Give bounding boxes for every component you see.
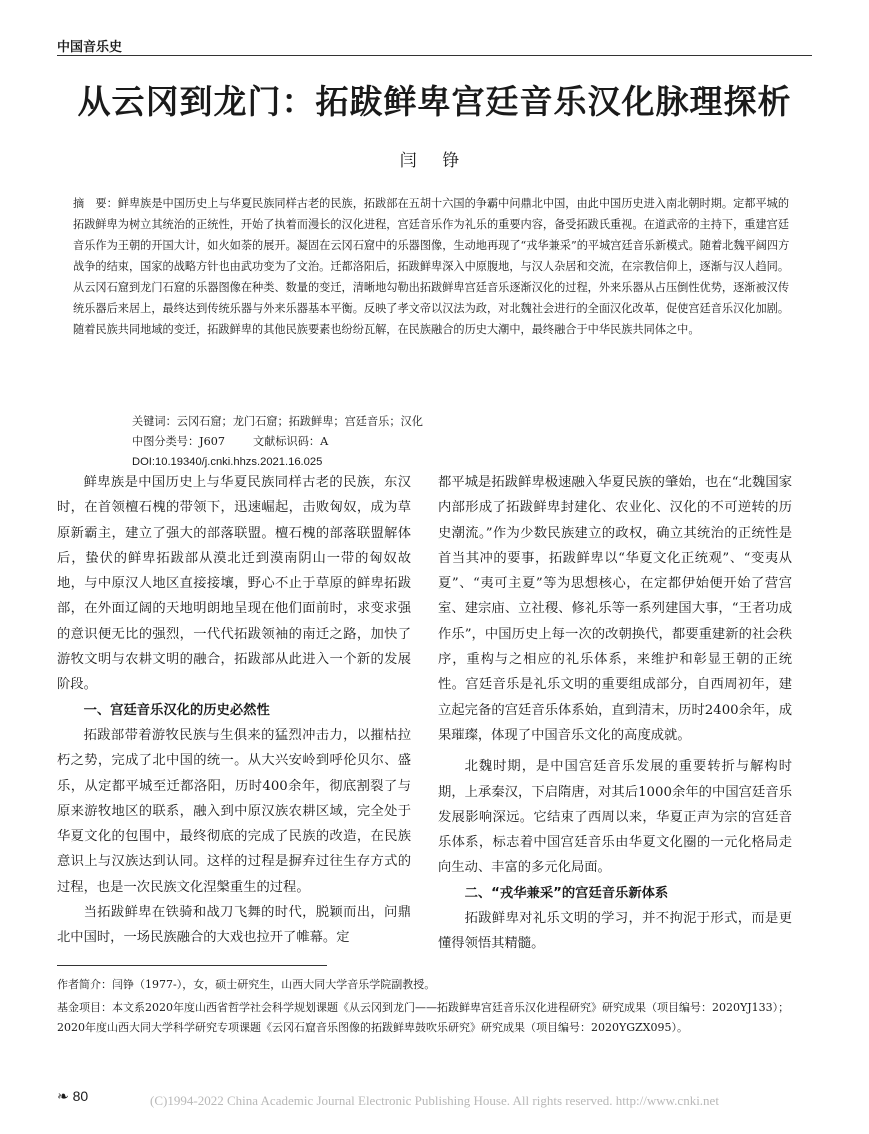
body-paragraph: 拓跋鲜卑对礼乐文明的学习，并不拘泥于形式，而是更懂得领悟其精髓。 — [438, 911, 792, 952]
classification-line — [132, 432, 328, 452]
body-column-left — [57, 470, 411, 951]
section-heading: 一、宫廷音乐汉化的历史必然性 — [83, 702, 270, 718]
keywords: 关键词：云冈石窟；龙门石窟；拓跋鲜卑；宫廷音乐；汉化 — [132, 415, 423, 428]
body-paragraph: 鲜卑族是中国历史上与华夏民族同样古老的民族，东汉时，在首领檀石槐的带领下，迅速崛起，击败匈奴，成为草原新霸主，建立了强大的部落联盟。檀石槐的部落联盟解体后，蛰伏的鲜卑拓跋部从漠北迁到漠南阴山一带的匈奴故地，与中原汉人地区直接接壤，野心不止于草原的鲜卑拓跋部，在外面辽阔的天地明朗地呈现在他们面前时，求变求强的意识便无比的强烈，一代代拓跋领袖的南迁之路，加快了游牧文明与农耕文明的融合，拓跋部从此进入一个新的发展阶段。 — [57, 475, 411, 693]
article-title: 从云冈到龙门：拓跋鲜卑宫廷音乐汉化脉理探析 — [77, 82, 792, 121]
body-column-right — [438, 470, 792, 957]
author-bio-footnote: 作者简介：闫铮（1977-），女，硕士研究生，山西大同大学音乐学院副教授。 — [57, 978, 436, 991]
doi: DOI:10.19340/j.cnki.hhzs.2021.16.025 — [132, 456, 323, 468]
section-heading: 二、“戎华兼采”的宫廷音乐新体系 — [464, 885, 669, 901]
page-ornament-icon: ❧ — [57, 1088, 73, 1104]
abstract: 摘 要：鲜卑族是中国历史上与华夏民族同样古老的民族，拓跋部在五胡十六国的争霸中问鼎北中国，由此中国历史进入南北朝时期。定都平城的拓跋鲜卑为树立其统治的正统性，开始了执着而漫长的汉化进程，宫廷音乐作为礼乐的重要内容，备受拓跋氏重视。在道武帝的主持下，重建宫廷音乐作为王朝的开国大计，如火如荼的展开。凝固在云冈石窟中的乐器图像，生动地再现了“戎华兼采”的平城宫廷音乐新模式。随着北魏平阔四方战争的结束，国家的战略方针也由武功变为了文治。迁都洛阳后，拓跋鲜卑深入中原腹地，与汉人杂居和交流，在宗教信仰上，逐渐与汉人趋同。从云冈石窟到龙门石窟的乐器图像在种类、数量的变迁，清晰地勾勒出拓跋鲜卑宫廷音乐逐渐汉化的过程，外来乐器从占压倒性优势，逐渐被汉传统乐器后来居上，最终达到传统乐器与外来乐器基本平衡。反映了孝文帝以汉法为政，对北魏社会进行的全面汉化改革，促使宫廷音乐汉化加剧。随着民族共同地域的变迁，拓跋鲜卑的其他民族要素也纷纷瓦解，在民族融合的历史大潮中，最终融合于中华民族共同体之中。 — [73, 197, 790, 336]
funding-footnote: 基金项目：本文系2020年度山西省哲学社会科学规划课题《从云冈到龙门——拓跋鲜卑宫廷音乐汉化进程研究》研究成果（项目编号：2020YJ133）；2020年度山西大同大学科学研究专项课题《云冈石窟音乐图像的拓跋鲜卑鼓吹乐研究》研究成果（项目编号：2020YGZX095）。 — [57, 1001, 790, 1034]
page-number: ❧ 80 — [57, 1088, 89, 1104]
body-paragraph: 当拓跋鲜卑在铁骑和战刀飞舞的时代，脱颖而出，问鼎北中国时，一场民族融合的大戏也拉开了帷幕。定 — [57, 905, 411, 946]
header-divider — [57, 55, 812, 56]
body-paragraph: 拓跋部带着游牧民族与生俱来的猛烈冲击力，以摧枯拉朽之势，完成了北中国的统一。从大兴安岭到呼伦贝尔、盛乐，从定都平城至迁都洛阳，历时400余年，彻底割裂了与原来游牧地区的联系，融入到中原汉族农耕区域，完全处于华夏文化的包围中，最终彻底的完成了民族的改造，在民族意识上与汉族达到认同。这样的过程是摒弃过往生存方式的过程，也是一次民族文化涅槃重生的过程。 — [57, 727, 411, 895]
body-paragraph: 都平城是拓跋鲜卑极速融入华夏民族的肇始，也在“北魏国家内部形成了拓跋鲜卑封建化、农业化、汉化的不可逆转的历史潮流。”作为少数民族建立的政权，确立其统治的正统性是首当其冲的要事，拓跋鲜卑以“华夏文化正统观”、“变夷从夏”、“夷可主夏”等为思想核心，在定都伊始便开始了营宫室、建宗庙、立社稷、修礼乐等一系列建国大事，“王者功成作乐”，中国历史上每一次的改朝换代，都要重建新的社会秩序，重构与之相应的礼乐体系，来维护和彰显王朝的正统性。宫廷音乐是礼乐文明的重要组成部分，自西周初年，建立起完备的宫廷音乐体系始，直到清末，历时2400余年，成果璀璨，体现了中国音乐文化的高度成就。 — [438, 475, 792, 743]
journal-section-header: 中国音乐史 — [57, 40, 123, 55]
body-paragraph: 北魏时期，是中国宫廷音乐发展的重要转折与解构时期，上承秦汉，下启隋唐，对其后1000余年的中国宫廷音乐发展影响深远。它结束了西周以来，华夏正声为宗的宫廷音乐体系，标志着中国宫廷音乐由华夏文化圈的一元化格局走向生动、丰富的多元化局面。 — [438, 759, 792, 876]
copyright-watermark: (C)1994-2022 China Academic Journal Electronic Publishing House. All rights reserved. http://www.cnki.net — [150, 1093, 719, 1108]
document-code: 文献标识码：A — [252, 435, 329, 448]
clc-number: 中图分类号：J607 — [132, 435, 225, 448]
footnote-divider — [57, 965, 327, 966]
article-author: 闫 铮 — [399, 151, 470, 171]
